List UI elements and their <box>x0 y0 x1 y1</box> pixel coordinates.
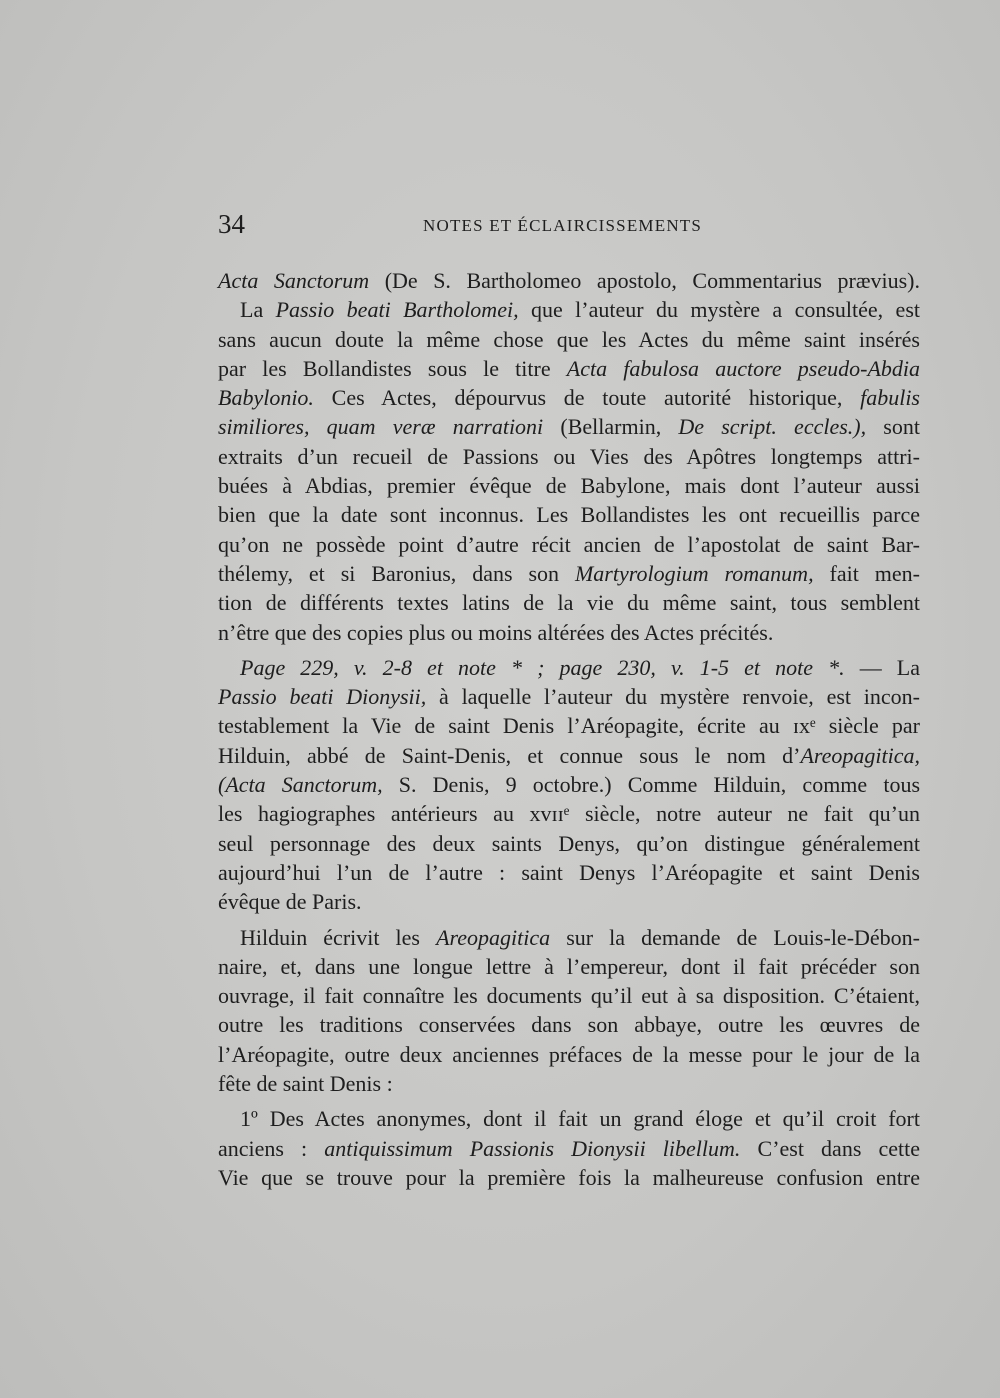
text-span: C’est dans cette <box>740 1135 920 1161</box>
page-number: 34 <box>218 209 245 239</box>
italic-reference: Page 229, v. 2-8 et note * ; page 230, v. 1-5 et note *. <box>240 654 845 680</box>
text-line: bien que la date sont inconnus. Les Bollandistes les ont recueillis parce <box>218 502 920 528</box>
text-line: qu’on ne possède point d’autre récit ancien de l’apostolat de saint Bar- <box>218 531 920 557</box>
text-span: à laquelle l’auteur du mystère renvoie, est incon- <box>426 684 920 710</box>
text-line: aujourd’hui l’un de l’autre : saint Denys l’Aréopagite et saint Denis <box>218 859 920 885</box>
text-line <box>218 383 920 412</box>
paragraph-1 <box>218 266 920 647</box>
text-line: sans aucun doute la même chose que les Actes du même saint insérés <box>218 326 920 352</box>
text-span: (Bellarmin, <box>543 414 679 440</box>
text-span: sont <box>866 414 920 440</box>
text-span: S. Denis, 9 octobre.) Comme Hilduin, comme tous <box>382 772 921 798</box>
italic-title: Areopagitica <box>436 924 551 950</box>
text-line <box>218 741 920 770</box>
paragraph-2 <box>218 653 920 917</box>
text-line: extraits d’un recueil de Passions ou Vies des Apôtres longtemps attri- <box>218 443 920 469</box>
italic-title: fabulis <box>860 385 920 411</box>
text-line <box>218 412 920 441</box>
italic-title: similiores, quam veræ narrationi <box>218 414 544 440</box>
text-span: fait men- <box>813 560 920 586</box>
text-span: anciens : <box>218 1135 325 1161</box>
text-span: (De S. Bartholomeo apostolo, Commentarius prævius). <box>369 268 920 293</box>
italic-title: antiquissimum Passionis Dionysii libellum. <box>324 1135 741 1161</box>
text-line <box>218 559 920 588</box>
text-line: les hagiographes antérieurs au xᴠɪɪᵉ siècle, notre auteur ne fait qu’un <box>218 801 920 827</box>
text-line: testablement la Vie de saint Denis l’Aréopagite, écrite au ɪxᵉ siècle par <box>218 713 920 739</box>
text-line: tion de différents textes latins de la vie du même saint, tous semblent <box>218 590 920 616</box>
running-head <box>218 207 720 241</box>
italic-title: De script. eccles.), <box>678 414 867 440</box>
text-line: 1º Des Actes anonymes, dont il fait un grand éloge et qu’il croit fort <box>240 1106 920 1132</box>
text-span: La <box>240 297 276 323</box>
text-line <box>218 923 920 952</box>
text-line: fête de saint Denis : <box>218 1071 393 1097</box>
italic-title: Martyrologium romanum, <box>574 560 814 586</box>
italic-title: Passio beati Dionysii, <box>218 684 427 710</box>
text-line <box>218 682 920 711</box>
text-span: thélemy, et si Baronius, dans son <box>218 560 575 586</box>
text-span: Hilduin, abbé de Saint-Denis, et connue sous le nom d’ <box>218 742 801 768</box>
paragraph-4 <box>218 1104 920 1192</box>
italic-title: (Acta Sanctorum, <box>218 772 383 798</box>
paragraph-3 <box>218 923 920 1099</box>
italic-title: Babylonio. <box>218 385 314 411</box>
body-text <box>218 266 920 1192</box>
italic-title: Acta Sanctorum <box>218 268 370 293</box>
text-span: Hilduin écrivit les <box>240 924 437 950</box>
text-line: n’être que des copies plus ou moins altérées des Actes précités. <box>218 619 774 645</box>
text-span: par les Bollandistes sous le titre <box>218 355 567 381</box>
text-line: outre les traditions conservées dans son abbaye, outre les œuvres de <box>218 1012 920 1038</box>
text-line <box>218 266 920 295</box>
text-span: sur la demande de Louis-le-Débon- <box>550 924 921 950</box>
text-line <box>218 1134 920 1163</box>
text-line: buées à Abdias, premier évêque de Babylone, mais dont l’auteur aussi <box>218 473 920 499</box>
text-line: ouvrage, il fait connaître les documents qu’il eut à sa disposition. C’étaient, <box>218 983 920 1009</box>
text-span: que l’auteur du mystère a consultée, est <box>518 297 920 323</box>
text-line <box>218 354 920 383</box>
text-span: Ces Actes, dépourvus de toute autorité historique, <box>313 385 861 411</box>
text-line <box>218 295 920 324</box>
text-line: évêque de Paris. <box>218 889 362 915</box>
text-line <box>218 770 920 799</box>
text-line: naire, et, dans une longue lettre à l’empereur, dont il fait précéder son <box>218 953 920 979</box>
italic-title: Acta fabulosa auctore pseudo-Abdia <box>566 355 920 381</box>
running-title: NOTES ET ÉCLAIRCISSEMENTS <box>423 216 703 235</box>
text-line: Vie que se trouve pour la première fois la malheureuse confusion entre <box>218 1164 920 1190</box>
text-line: l’Aréopagite, outre deux anciennes préfaces de la messe pour le jour de la <box>218 1041 920 1067</box>
italic-title: Passio beati Bartholomei, <box>275 297 519 323</box>
text-span: — La <box>844 654 921 680</box>
italic-title: Areopagitica, <box>800 742 920 768</box>
text-line <box>218 653 920 682</box>
text-line: seul personnage des deux saints Denys, qu’on distingue généralement <box>218 830 920 856</box>
